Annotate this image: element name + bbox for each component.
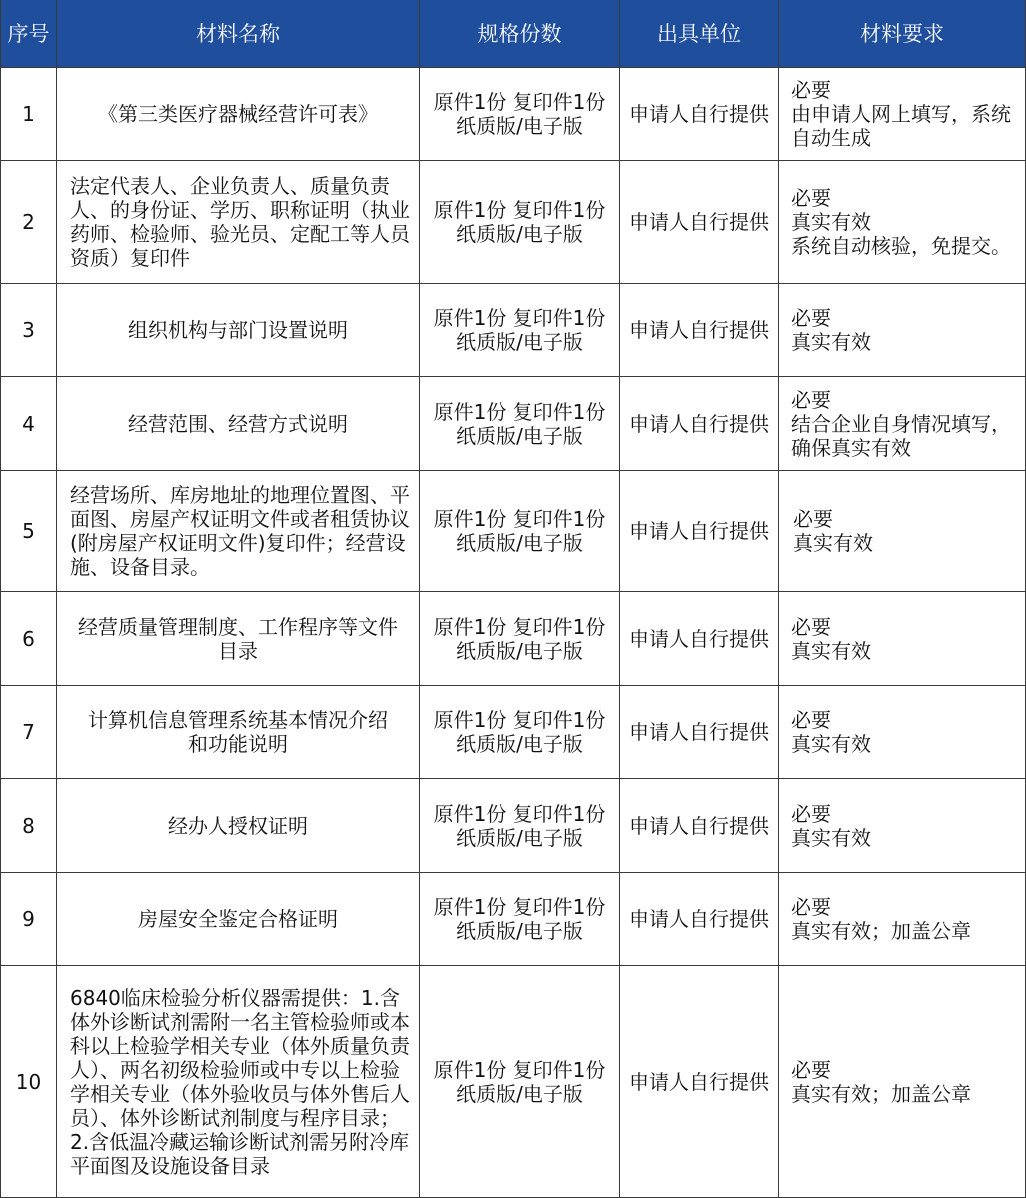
cell-spec: [420, 686, 620, 779]
requirement-line: 必要: [791, 614, 831, 639]
material-name-line: 2.含低温冷藏运输诊断试剂需另附冷库: [70, 1129, 410, 1154]
cell-issuer: [620, 284, 779, 377]
row-number: 9: [22, 907, 35, 931]
requirement-line: 必要: [791, 801, 831, 826]
table-row: [0, 592, 1026, 686]
requirement-line: 系统自动核验，免提交。: [791, 234, 1011, 258]
cell-spec: [420, 966, 620, 1198]
cell-material-name: [57, 873, 420, 966]
issuer-text: 申请人自行提供: [629, 626, 769, 651]
cell-material-name: [57, 471, 420, 592]
cell-spec: [420, 471, 620, 592]
spec-line: 纸质版/电子版: [456, 114, 583, 138]
requirement-line: 真实有效: [791, 825, 871, 850]
cell-requirement: [779, 377, 1026, 471]
header-name-label: 材料名称: [196, 21, 280, 46]
spec-line: 原件1份 复印件1份: [433, 801, 606, 826]
requirement-line: 真实有效: [791, 330, 871, 354]
cell-spec: [420, 592, 620, 686]
requirement-line: 真实有效: [793, 531, 873, 555]
cell-requirement: [779, 873, 1026, 966]
spec-line: 原件1份 复印件1份: [433, 708, 606, 732]
spec-line: 纸质版/电子版: [456, 1081, 583, 1106]
row-number: 8: [22, 813, 35, 838]
spec-line: 纸质版/电子版: [456, 732, 583, 756]
cell-no: [0, 686, 57, 779]
cell-spec: [420, 68, 620, 161]
cell-issuer: [620, 779, 779, 873]
cell-material-name: [57, 377, 420, 471]
cell-no: [0, 779, 57, 873]
header-cell-no: [0, 0, 57, 68]
spec-line: 原件1份 复印件1份: [433, 1057, 606, 1082]
cell-issuer: [620, 592, 779, 686]
table-row: [0, 471, 1026, 592]
table-row: [0, 161, 1026, 284]
spec-line: 原件1份 复印件1份: [433, 306, 606, 330]
requirement-line: 真实有效；加盖公章: [791, 919, 971, 943]
issuer-text: 申请人自行提供: [629, 102, 769, 126]
cell-no: [0, 592, 57, 686]
requirement-line: 结合企业自身情况填写，: [791, 411, 1011, 436]
table-row: [0, 377, 1026, 471]
header-cell-issuer: [620, 0, 779, 68]
row-number: 4: [22, 411, 35, 436]
requirement-line: 由申请人网上填写，系统: [791, 102, 1011, 126]
issuer-text: 申请人自行提供: [629, 519, 769, 543]
material-name-line: 人、的身份证、学历、职称证明（执业: [70, 198, 410, 222]
cell-issuer: [620, 161, 779, 284]
material-name-line: 房屋安全鉴定合格证明: [138, 907, 338, 931]
spec-line: 纸质版/电子版: [456, 825, 583, 850]
table-row: [0, 966, 1026, 1198]
table-header-row: [0, 0, 1026, 68]
cell-requirement: [779, 161, 1026, 284]
header-issuer-label: 出具单位: [657, 21, 741, 46]
requirement-line: 必要: [791, 895, 831, 919]
requirement-line: 必要: [791, 78, 831, 102]
table-row: [0, 68, 1026, 161]
material-name-line: 《第三类医疗器械经营许可表》: [98, 102, 378, 126]
cell-requirement: [779, 779, 1026, 873]
spec-line: 原件1份 复印件1份: [433, 614, 606, 639]
header-cell-name: [57, 0, 420, 68]
material-name-line: (附房屋产权证明文件)复印件；经营设: [70, 531, 406, 555]
requirement-line: 必要: [793, 507, 833, 531]
cell-requirement: [779, 68, 1026, 161]
cell-issuer: [620, 377, 779, 471]
cell-no: [0, 68, 57, 161]
requirement-line: 必要: [791, 708, 831, 732]
requirement-line: 确保真实有效: [791, 435, 911, 460]
cell-no: [0, 377, 57, 471]
cell-material-name: [57, 284, 420, 377]
cell-material-name: [57, 68, 420, 161]
material-name-line: 组织机构与部门设置说明: [128, 318, 348, 342]
requirement-line: 必要: [791, 387, 831, 412]
row-number: 2: [22, 210, 35, 234]
row-number: 6: [22, 626, 35, 651]
requirement-line: 必要: [791, 1057, 831, 1082]
table-row: [0, 284, 1026, 377]
header-requirement-label: 材料要求: [860, 21, 944, 46]
material-name-line: 员）、体外诊断试剂制度与程序目录；: [70, 1105, 400, 1130]
issuer-text: 申请人自行提供: [629, 720, 769, 744]
cell-no: [0, 471, 57, 592]
spec-line: 纸质版/电子版: [456, 330, 583, 354]
material-name-line: 6840临床检验分析仪器需提供：1.含: [70, 985, 400, 1010]
spec-line: 原件1份 复印件1份: [433, 198, 606, 222]
cell-issuer: [620, 68, 779, 161]
cell-issuer: [620, 966, 779, 1198]
cell-material-name: [57, 161, 420, 284]
material-name-line: 法定代表人、企业负责人、质量负责: [70, 174, 390, 198]
table-row: [0, 873, 1026, 966]
row-number: 1: [22, 102, 35, 126]
table-row: [0, 686, 1026, 779]
requirement-line: 必要: [791, 186, 831, 210]
cell-requirement: [779, 592, 1026, 686]
issuer-text: 申请人自行提供: [629, 1069, 769, 1094]
header-spec-label: 规格份数: [477, 21, 562, 46]
cell-spec: [420, 873, 620, 966]
spec-line: 纸质版/电子版: [456, 638, 583, 663]
material-name-line: 经营场所、库房地址的地理位置图、平: [70, 483, 410, 507]
material-name-line: 体外诊断试剂需附一名主管检验师或本: [70, 1009, 410, 1034]
requirement-line: 必要: [791, 306, 831, 330]
material-name-line: 平面图及设施设备目录: [70, 1153, 270, 1178]
row-number: 5: [22, 519, 35, 543]
cell-requirement: [779, 966, 1026, 1198]
material-name-line: 计算机信息管理系统基本情况介绍: [88, 708, 388, 732]
requirement-line: 真实有效: [791, 732, 871, 756]
spec-line: 纸质版/电子版: [456, 222, 583, 246]
material-name-line: 和功能说明: [188, 732, 288, 756]
row-number: 7: [22, 720, 35, 744]
material-name-line: 目录: [218, 638, 258, 663]
issuer-text: 申请人自行提供: [629, 907, 769, 931]
cell-issuer: [620, 686, 779, 779]
cell-no: [0, 284, 57, 377]
cell-requirement: [779, 686, 1026, 779]
spec-line: 原件1份 复印件1份: [433, 507, 606, 531]
header-cell-spec: [420, 0, 620, 68]
cell-no: [0, 161, 57, 284]
material-name-line: 科以上检验学相关专业（体外质量负责: [70, 1033, 410, 1058]
cell-issuer: [620, 471, 779, 592]
spec-line: 原件1份 复印件1份: [433, 399, 606, 424]
spec-line: 原件1份 复印件1份: [433, 90, 606, 114]
material-name-line: 资质）复印件: [70, 246, 190, 270]
material-name-line: 经营质量管理制度、工作程序等文件: [78, 614, 398, 639]
material-name-line: 人）、两名初级检验师或中专以上检验: [70, 1057, 400, 1082]
table-row: [0, 779, 1026, 873]
cell-spec: [420, 284, 620, 377]
issuer-text: 申请人自行提供: [629, 210, 769, 234]
issuer-text: 申请人自行提供: [629, 813, 769, 838]
requirement-line: 真实有效: [791, 210, 871, 234]
cell-no: [0, 873, 57, 966]
row-number: 10: [15, 1069, 42, 1094]
material-name-line: 学相关专业（体外验收员与体外售后人: [70, 1081, 410, 1106]
cell-spec: [420, 377, 620, 471]
cell-issuer: [620, 873, 779, 966]
spec-line: 纸质版/电子版: [456, 919, 583, 943]
cell-spec: [420, 161, 620, 284]
material-name-line: 施、设备目录。: [70, 555, 210, 579]
cell-material-name: [57, 686, 420, 779]
cell-material-name: [57, 779, 420, 873]
cell-material-name: [57, 966, 420, 1198]
material-name-line: 药师、检验师、验光员、定配工等人员: [70, 222, 410, 246]
material-name-line: 经办人授权证明: [168, 813, 308, 838]
cell-material-name: [57, 592, 420, 686]
issuer-text: 申请人自行提供: [629, 411, 769, 436]
spec-line: 原件1份 复印件1份: [433, 895, 606, 919]
row-number: 3: [22, 318, 35, 342]
cell-spec: [420, 779, 620, 873]
requirement-line: 自动生成: [791, 126, 871, 150]
cell-requirement: [779, 471, 1026, 592]
issuer-text: 申请人自行提供: [629, 318, 769, 342]
header-no-label: 序号: [7, 21, 50, 46]
requirement-line: 真实有效: [791, 638, 871, 663]
spec-line: 纸质版/电子版: [456, 531, 583, 555]
cell-no: [0, 966, 57, 1198]
header-cell-requirement: [779, 0, 1026, 68]
requirement-line: 真实有效；加盖公章: [791, 1081, 971, 1106]
material-name-line: 经营范围、经营方式说明: [128, 411, 348, 436]
spec-line: 纸质版/电子版: [456, 423, 583, 448]
material-name-line: 面图、房屋产权证明文件或者租赁协议: [70, 507, 410, 531]
cell-requirement: [779, 284, 1026, 377]
